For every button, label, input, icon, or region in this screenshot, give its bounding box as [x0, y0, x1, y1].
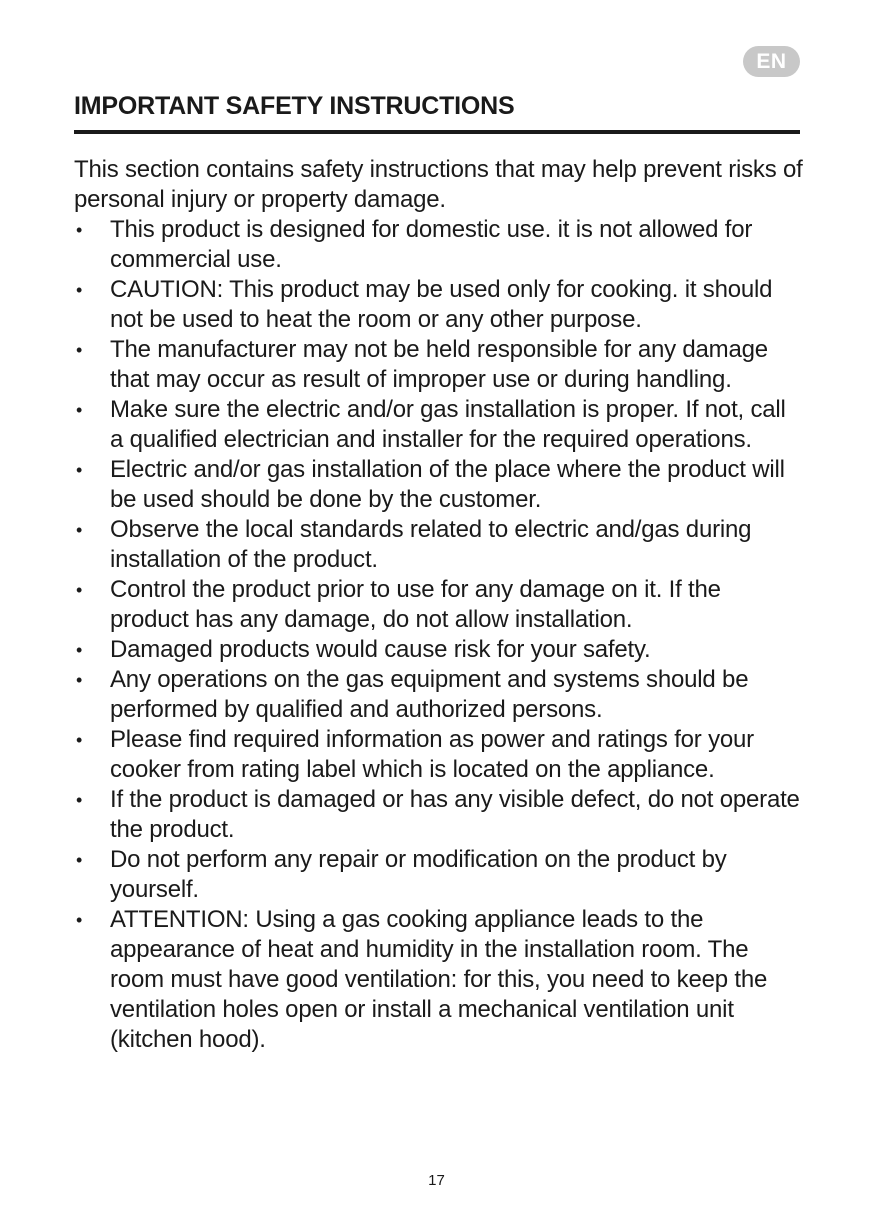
- list-item: [74, 905, 804, 1055]
- list-item-text: CAUTION: This product may be used only for cooking. it should not be used to heat the room or any other purpose.: [110, 276, 773, 333]
- list-item: [74, 665, 804, 725]
- list-item-text: If the product is damaged or has any visible defect, do not operate the product.: [110, 786, 800, 843]
- list-item-text: Please find required information as power and ratings for your cooker from rating label which is located on the appliance.: [110, 726, 754, 783]
- bullet-icon: •: [75, 280, 83, 300]
- list-item-text: Damaged products would cause risk for your safety.: [110, 636, 651, 663]
- bullet-icon: •: [75, 790, 83, 810]
- list-item: [74, 575, 804, 635]
- bullet-icon: •: [75, 640, 83, 660]
- bullet-icon: •: [75, 220, 83, 240]
- list-item-text: This product is designed for domestic use. it is not allowed for commercial use.: [110, 216, 753, 273]
- list-item-text: ATTENTION: Using a gas cooking appliance leads to the appearance of heat and humidity in the installation room. The room must have good ventilation: for this, you need to keep the ventilation holes open or install a mechanical ventilation unit (kitchen hood).: [110, 906, 768, 1053]
- list-item: [74, 275, 804, 335]
- bullet-icon: •: [75, 520, 83, 540]
- list-item: [74, 515, 804, 575]
- page-number: 17: [428, 1172, 445, 1189]
- safety-instructions-body: [74, 155, 804, 1055]
- list-item-text: Any operations on the gas equipment and systems should be performed by qualified and authorized persons.: [110, 666, 749, 723]
- bullet-icon: •: [75, 460, 83, 480]
- list-item-text: Make sure the electric and/or gas installation is proper. If not, call a qualified electrician and installer for the required operations.: [110, 396, 786, 453]
- list-item-text: Do not perform any repair or modification on the product by yourself.: [110, 846, 727, 903]
- safety-bullet-list: [74, 215, 804, 1055]
- title-underline: [74, 130, 800, 134]
- list-item-text: Electric and/or gas installation of the place where the product will be used should be done by the customer.: [110, 456, 785, 513]
- bullet-icon: •: [75, 910, 83, 930]
- list-item: [74, 335, 804, 395]
- list-item-text: Control the product prior to use for any damage on it. If the product has any damage, do not allow installation.: [110, 576, 721, 633]
- list-item-text: The manufacturer may not be held responsible for any damage that may occur as result of improper use or during handling.: [110, 336, 768, 393]
- list-item: [74, 635, 804, 665]
- list-item: [74, 845, 804, 905]
- bullet-icon: •: [75, 400, 83, 420]
- intro-paragraph: This section contains safety instructions that may help prevent risks of personal injury or property damage.: [74, 156, 803, 213]
- list-item: [74, 215, 804, 275]
- list-item: [74, 455, 804, 515]
- list-item: [74, 725, 804, 785]
- bullet-icon: •: [75, 340, 83, 360]
- list-item-text: Observe the local standards related to electric and/gas during installation of the product.: [110, 516, 752, 573]
- bullet-icon: •: [75, 580, 83, 600]
- list-item: [74, 785, 804, 845]
- bullet-icon: •: [75, 730, 83, 750]
- language-badge: EN: [743, 46, 800, 77]
- page-title: IMPORTANT SAFETY INSTRUCTIONS: [74, 92, 515, 120]
- bullet-icon: •: [75, 670, 83, 690]
- list-item: [74, 395, 804, 455]
- bullet-icon: •: [75, 850, 83, 870]
